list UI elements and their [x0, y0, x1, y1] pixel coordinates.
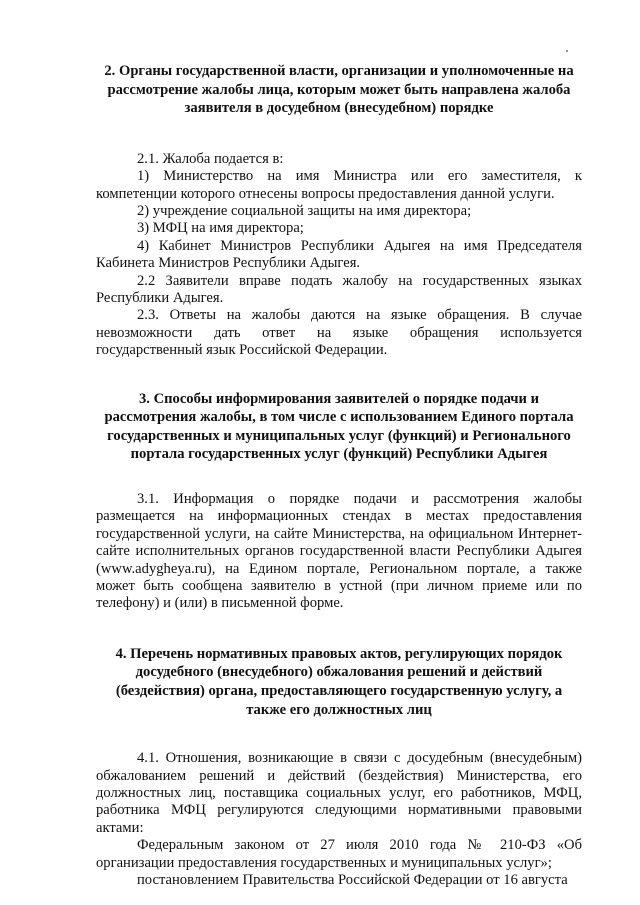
scan-mark [566, 50, 568, 52]
paragraph-2-1-item-4: 4) Кабинет Министров Республики Адыгея на имя Председателя Кабинета Министров Республики Адыгея. [96, 237, 582, 272]
document-page [96, 62, 582, 890]
section-3-heading: 3. Способы информирования заявителей о порядке подачи и рассмотрения жалобы, в том числе с использованием Единого портала государственных и муниципальных услуг (функций) и Регионального портала государственных услуг (функций) Республики Адыгея [104, 390, 574, 463]
paragraph-2-1-item-2: 2) учреждение социальной защиты на имя директора; [137, 203, 472, 219]
section-4-heading: 4. Перечень нормативных правовых актов, регулирующих порядок досудебного (внесудебного) обжалования решений и действий (бездействия) органа, предоставляющего государственную услугу, а также его должностных лиц [115, 645, 563, 718]
paragraph-2-1-item-3: 3) МФЦ на имя директора; [137, 220, 304, 237]
paragraph-4-1-government-decree: постановлением Правительства Российской Федерации от 16 августа [137, 872, 568, 889]
paragraph-2-1-item-1: 1) Министерство на имя Министра или его заместителя, к компетенции которого отнесены вопросы предоставления данной услуги. [96, 168, 582, 202]
section-2-heading: 2. Органы государственной власти, организации и уполномоченные на рассмотрение жалобы лица, которым может быть направлена жалоба заявителя в досудебном (внесудебном) порядке [104, 63, 574, 117]
section-2 [96, 62, 582, 360]
paragraph-3-1: 3.1. Информация о порядке подачи и рассмотрения жалобы размещается на информационных стендах в местах предоставления государственной услуги, на сайте Министерства, на официальном Интернет-сайте исполнительных органов государственной власти Республики Адыгея (www.adygheya.ru), на Едином портале, Региональном портале, а также может быть сообщена заявителю в устной (при личном приеме или по телефону) и (или) в письменной форме. [96, 491, 582, 612]
section-4 [96, 645, 582, 890]
paragraph-4-1-law-210: Федеральным законом от 27 июля 2010 года № 210-ФЗ «Об организации предоставления государственных и муниципальных услуг»; [96, 837, 582, 871]
paragraph-4-1: 4.1. Отношения, возникающие в связи с досудебным (внесудебным) обжалованием решений и действий (бездействия) Министерства, его должностных лиц, поставщика социальных услуг, его работников, МФЦ, работника МФЦ регулируются следующими нормативными правовыми актами: [96, 750, 582, 836]
paragraph-2-1: 2.1. Жалоба подается в: [137, 150, 284, 167]
paragraph-2-2: 2.2 Заявители вправе подать жалобу на государственных языках Республики Адыгея. [96, 272, 582, 307]
paragraph-2-3: 2.3. Ответы на жалобы даются на языке обращения. В случае невозможности дать ответ на языке обращения используется государственный язык Российской Федерации. [96, 307, 582, 359]
section-3 [96, 390, 582, 613]
